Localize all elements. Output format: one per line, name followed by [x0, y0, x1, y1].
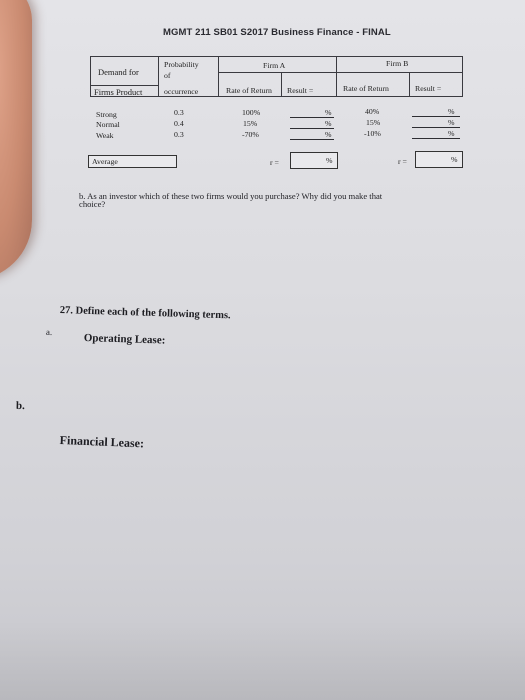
row-ret-b-normal: 15% — [366, 118, 381, 127]
average-pct-a: % — [326, 156, 333, 165]
average-box-firm-b[interactable] — [415, 151, 463, 168]
firm-a-subdivider — [281, 72, 282, 97]
question-27b-marker: b. — [15, 399, 26, 413]
r-label-b: r = — [398, 157, 407, 166]
header-firms-product: Firms Product — [94, 87, 143, 97]
question-27b-term: Financial Lease: — [59, 433, 145, 451]
pct-a-weak: % — [325, 130, 332, 139]
question-b-line1: b. As an investor which of these two firms would you purchase? Why did you make that — [79, 191, 383, 201]
pct-b-weak: % — [448, 129, 455, 138]
header-occurrence: occurrence — [164, 87, 199, 96]
row-ret-a-normal: 15% — [243, 119, 258, 128]
average-label-box — [88, 155, 177, 168]
header-of: of — [164, 71, 171, 80]
table-left-border — [90, 56, 91, 97]
demand-divider — [90, 85, 158, 86]
table-divider-3 — [336, 56, 337, 97]
question-b-line2: choice? — [79, 199, 106, 209]
header-demand: Demand for — [98, 67, 139, 77]
firm-b-subdivider — [409, 72, 410, 97]
row-demand-strong: Strong — [96, 110, 117, 119]
table-top-border — [90, 56, 463, 57]
pct-b-normal: % — [448, 118, 455, 127]
average-box-firm-a[interactable] — [290, 152, 338, 169]
pct-a-normal: % — [325, 119, 332, 128]
header-firm-b: Firm B — [386, 59, 409, 68]
table-bottom-border — [90, 96, 463, 97]
header-rate-b: Rate of Return — [343, 84, 389, 93]
table-divider-2 — [218, 56, 219, 97]
row-prob-weak: 0.3 — [174, 130, 184, 139]
table-divider-1 — [158, 56, 159, 97]
header-result-a: Result = — [287, 86, 314, 95]
finger — [0, 0, 32, 280]
row-ret-a-weak: -70% — [242, 130, 259, 139]
header-probability: Probability — [164, 60, 199, 69]
row-ret-a-strong: 100% — [242, 108, 261, 117]
row-prob-strong: 0.3 — [174, 108, 184, 117]
header-firm-a: Firm A — [263, 61, 286, 70]
firm-header-divider — [218, 72, 463, 73]
pct-b-strong: % — [448, 107, 455, 116]
r-label-a: r = — [270, 158, 279, 167]
page-title: MGMT 211 SB01 S2017 Business Finance - FINAL — [163, 27, 391, 38]
question-27-title: 27. Define each of the following terms. — [59, 305, 231, 322]
table-right-border — [462, 56, 463, 97]
row-ret-b-strong: 40% — [365, 107, 380, 116]
row-ret-b-weak: -10% — [364, 129, 381, 138]
row-demand-normal: Normal — [96, 120, 120, 129]
average-label: Average — [92, 157, 118, 166]
row-demand-weak: Weak — [96, 131, 114, 140]
header-result-b: Result = — [415, 84, 442, 93]
pct-a-strong: % — [325, 108, 332, 117]
average-pct-b: % — [451, 155, 458, 164]
bottom-shadow — [0, 620, 525, 700]
question-27a-term: Operating Lease: — [83, 332, 166, 347]
row-prob-normal: 0.4 — [174, 119, 184, 128]
question-27a-marker: a. — [45, 326, 53, 338]
header-rate-a: Rate of Return — [226, 86, 272, 95]
